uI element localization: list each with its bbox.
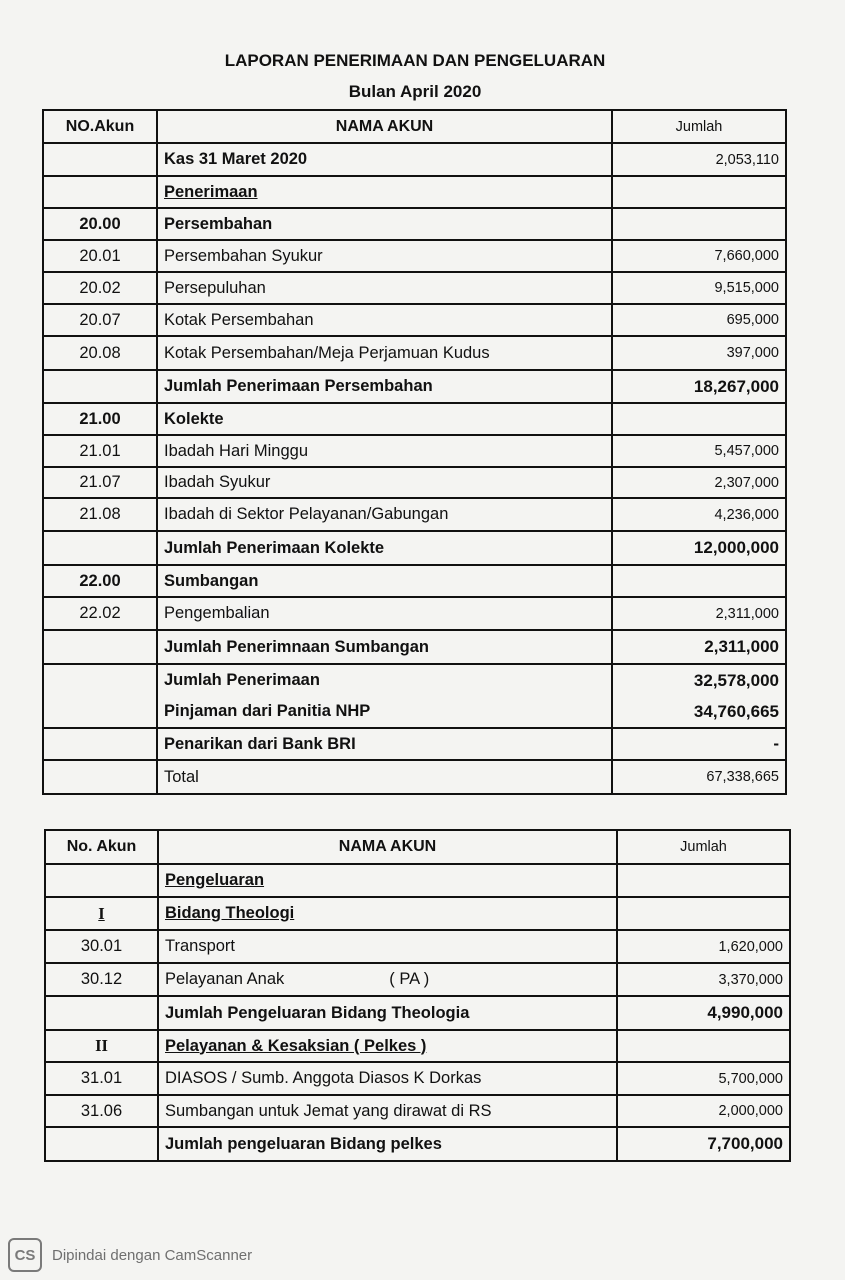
- table-row: [43, 467, 786, 498]
- table-row: [43, 240, 786, 272]
- table-row: [43, 403, 786, 435]
- report-period: Bulan April 2020: [348, 82, 482, 101]
- income-table: [42, 109, 787, 795]
- table-row: [43, 435, 786, 467]
- subtotal-label: Jumlah Penerimaan Persembahan: [157, 370, 612, 403]
- row-name: Pengembalian: [157, 597, 612, 630]
- grand-total-amount: 67,338,665: [612, 760, 786, 794]
- row-account: 20.07: [43, 304, 157, 336]
- row-amount: [617, 1030, 790, 1062]
- header-account: NO.Akun: [43, 110, 157, 143]
- row-account: 30.01: [45, 930, 158, 963]
- header-name: NAMA AKUN: [158, 830, 617, 864]
- total-receipts-label: Jumlah Penerimaan: [157, 664, 612, 696]
- row-account: [43, 176, 157, 208]
- row-account: [43, 696, 157, 728]
- grand-total-label: Total: [157, 760, 612, 794]
- row-name: Ibadah Hari Minggu: [157, 435, 612, 467]
- table-header-row: [43, 110, 786, 143]
- row-account: [43, 143, 157, 176]
- row-amount: 4,236,000: [612, 498, 786, 531]
- table-row: [43, 208, 786, 240]
- row-name-text: Pelayanan Anak: [165, 970, 285, 988]
- row-amount: 2,307,000: [612, 467, 786, 498]
- table-row: [45, 930, 790, 963]
- header-account: No. Akun: [45, 830, 158, 864]
- table-row: [43, 565, 786, 597]
- row-account: 22.00: [43, 565, 157, 597]
- subtotal-row: [45, 996, 790, 1030]
- row-name: Kotak Persembahan/Meja Perjamuan Kudus: [157, 336, 612, 370]
- row-name: Kas 31 Maret 2020: [157, 143, 612, 176]
- row-amount: 1,620,000: [617, 930, 790, 963]
- table-row: [45, 864, 790, 897]
- row-account: I: [45, 897, 158, 930]
- row-amount: [617, 864, 790, 897]
- row-account: 21.01: [43, 435, 157, 467]
- group-heading: Persembahan: [157, 208, 612, 240]
- group-heading: Bidang Theologi: [158, 897, 617, 930]
- row-amount: [612, 403, 786, 435]
- row-account: 21.08: [43, 498, 157, 531]
- row-account: [43, 531, 157, 565]
- subtotal-label: Jumlah Pengeluaran Bidang Theologia: [158, 996, 617, 1030]
- subtotal-row: [43, 630, 786, 664]
- row-note: ( PA ): [389, 970, 430, 988]
- row-amount: 5,457,000: [612, 435, 786, 467]
- row-name: Ibadah di Sektor Pelayanan/Gabungan: [157, 498, 612, 531]
- row-account: 20.00: [43, 208, 157, 240]
- header-name: NAMA AKUN: [157, 110, 612, 143]
- row-account: [45, 996, 158, 1030]
- subtotal-row: [43, 370, 786, 403]
- row-name: Transport: [158, 930, 617, 963]
- grand-total-row: [43, 760, 786, 794]
- row-amount: 9,515,000: [612, 272, 786, 304]
- subtotal-label: Jumlah pengeluaran Bidang pelkes: [158, 1127, 617, 1161]
- row-amount: 2,053,110: [612, 143, 786, 176]
- row-account: 22.02: [43, 597, 157, 630]
- section-heading: Penerimaan: [157, 176, 612, 208]
- subtotal-amount: 2,311,000: [612, 630, 786, 664]
- row-account: [45, 1127, 158, 1161]
- row-account: 20.01: [43, 240, 157, 272]
- row-name: Ibadah Syukur: [157, 467, 612, 498]
- subtotal-label: Jumlah Penerimaan Kolekte: [157, 531, 612, 565]
- row-account: 21.07: [43, 467, 157, 498]
- row-account: 21.00: [43, 403, 157, 435]
- row-account: [43, 370, 157, 403]
- table-row: [43, 304, 786, 336]
- row-account: 31.06: [45, 1095, 158, 1127]
- row-amount: [617, 897, 790, 930]
- subtotal-label: Jumlah Penerimnaan Sumbangan: [157, 630, 612, 664]
- loan-amount: 34,760,665: [612, 696, 786, 728]
- table-row: [43, 597, 786, 630]
- scanner-caption: Dipindai dengan CamScanner: [52, 1246, 253, 1264]
- row-account: [43, 630, 157, 664]
- table-row: [45, 963, 790, 996]
- subtotal-row: [45, 1127, 790, 1161]
- total-receipts-row: [43, 664, 786, 696]
- group-heading: Sumbangan: [157, 565, 612, 597]
- table-row: [43, 336, 786, 370]
- row-name: DIASOS / Sumb. Anggota Diasos K Dorkas: [158, 1062, 617, 1095]
- table-row: [45, 1062, 790, 1095]
- table-row: [45, 1030, 790, 1062]
- expense-table: [44, 829, 791, 1162]
- row-account: II: [45, 1030, 158, 1062]
- row-account: [43, 728, 157, 760]
- row-account: [43, 664, 157, 696]
- total-receipts-amount: 32,578,000: [612, 664, 786, 696]
- table-header-row: [45, 830, 790, 864]
- subtotal-amount: 18,267,000: [612, 370, 786, 403]
- row-account: 31.01: [45, 1062, 158, 1095]
- row-amount: 695,000: [612, 304, 786, 336]
- row-amount: 5,700,000: [617, 1062, 790, 1095]
- row-name: Persembahan Syukur: [157, 240, 612, 272]
- row-amount: 397,000: [612, 336, 786, 370]
- subtotal-amount: 7,700,000: [617, 1127, 790, 1161]
- camscanner-logo-icon: CS: [8, 1238, 42, 1272]
- withdrawal-amount: -: [612, 728, 786, 760]
- scanner-watermark: [8, 1237, 252, 1273]
- row-name: Persepuluhan: [157, 272, 612, 304]
- row-name: Sumbangan untuk Jemat yang dirawat di RS: [158, 1095, 617, 1127]
- subtotal-row: [43, 531, 786, 565]
- header-amount: Jumlah: [617, 830, 790, 864]
- row-amount: [612, 208, 786, 240]
- withdrawal-row: [43, 728, 786, 760]
- table-row: [43, 498, 786, 531]
- row-amount: 7,660,000: [612, 240, 786, 272]
- loan-label: Pinjaman dari Panitia NHP: [157, 696, 612, 728]
- group-heading: Kolekte: [157, 403, 612, 435]
- group-heading: Pelayanan & Kesaksian ( Pelkes ): [158, 1030, 617, 1062]
- row-amount: 3,370,000: [617, 963, 790, 996]
- row-amount: [612, 565, 786, 597]
- row-account: 30.12: [45, 963, 158, 996]
- row-amount: 2,311,000: [612, 597, 786, 630]
- subtotal-amount: 12,000,000: [612, 531, 786, 565]
- row-account: [43, 760, 157, 794]
- row-account: [45, 864, 158, 897]
- row-name: [158, 963, 617, 996]
- loan-row: [43, 696, 786, 728]
- section-heading: Pengeluaran: [158, 864, 617, 897]
- header-amount: Jumlah: [612, 110, 786, 143]
- table-row: [45, 1095, 790, 1127]
- row-amount: 2,000,000: [617, 1095, 790, 1127]
- row-account: 20.02: [43, 272, 157, 304]
- row-name: Kotak Persembahan: [157, 304, 612, 336]
- table-row: [43, 272, 786, 304]
- withdrawal-label: Penarikan dari Bank BRI: [157, 728, 612, 760]
- report-title: LAPORAN PENERIMAAN DAN PENGELUARAN: [224, 51, 606, 70]
- table-row: [43, 176, 786, 208]
- subtotal-amount: 4,990,000: [617, 996, 790, 1030]
- table-row: [45, 897, 790, 930]
- table-row: [43, 143, 786, 176]
- row-account: 20.08: [43, 336, 157, 370]
- row-amount: [612, 176, 786, 208]
